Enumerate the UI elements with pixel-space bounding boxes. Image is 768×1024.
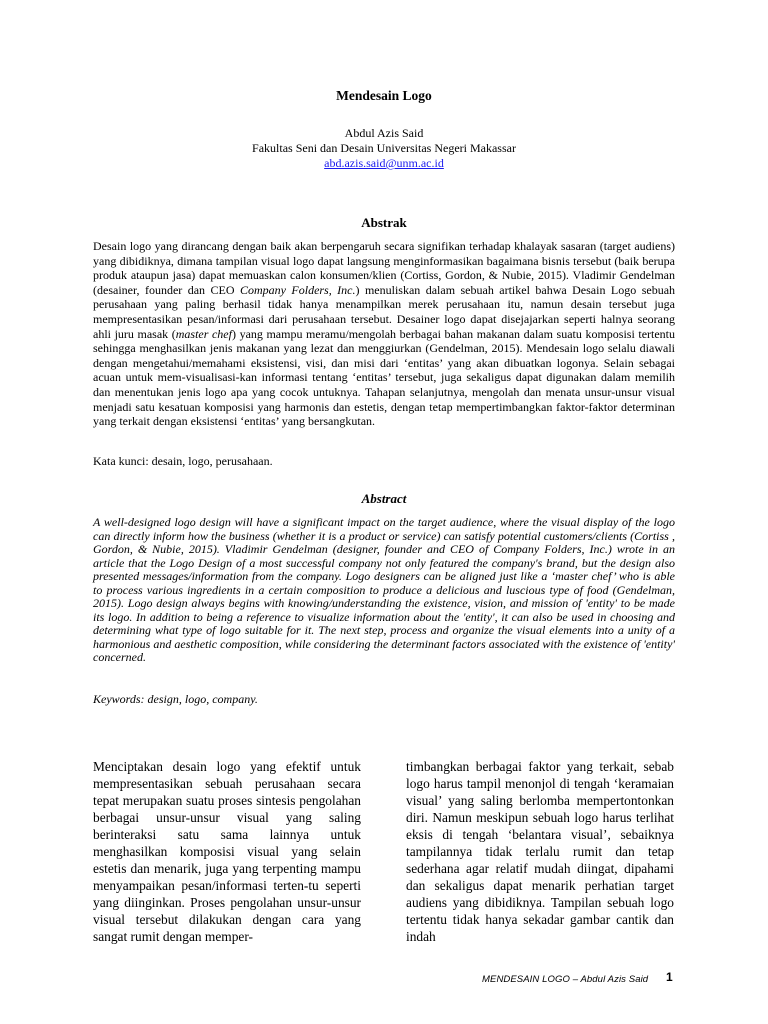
body-column-left: Menciptakan desain logo yang efektif untuk mempresentasikan sebuah perusahaan secara tepat merupakan suatu proses sintesis pengolahan berbagai unsur-unsur visual yang saling berinteraksi satu sama lainnya untuk menghasilkan komposisi visual yang selain estetis dan menarik, juga yang terpenting mampu menyampaikan pesan/informasi terten-tu seperti yang diinginkan. Proses pengolahan unsur-unsur visual tersebut dilakukan dengan cara yang sangat rumit dengan memper- (93, 759, 361, 944)
page-number: 1 (666, 970, 673, 984)
abstrak-italic-text: master chef (175, 326, 232, 341)
author-name: Abdul Azis Said (344, 126, 424, 140)
abstrak-keywords: Kata kunci: desain, logo, perusahaan. (93, 454, 273, 468)
body-column-right: timbangkan berbagai faktor yang terkait, sebab logo harus tampil menonjol di tengah ‘keramaian visual’ yang saling berlomba mempertontonkan diri. Namun meskipun sebuah logo harus terlihat eksis di tengah ‘belantara visual’, sebaiknya tampilannya tidak terlalu rumit dan tetap sederhana agar relatif mudah diingat, dipahami dan sekaligus dapat menarik perhatian target audiens yang dibidiknya. Tampilan sebuah logo tertentu tidak hanya sekadar gambar cantik dan indah (406, 759, 674, 944)
abstrak-text: ) yang mampu meramu/mengolah berbagai bahan makanan dalam suatu komposisi tertentu sehingga menghasilkan jenis makanan yang lezat dan menggiurkan (Gendelman, 2015). Mendesain logo selalu diawali dengan mengetahui/memahami eksistensi, visi, dan misi dari ‘entitas’ yang akan dibuatkan logonya. Selain sebagai acuan untuk mem-visualisasi-kan informasi tentang ‘entitas’ tersebut, juga sekaligus dapat digunakan dalam memilih dan menentukan jenis logo apa yang cocok untuknya. Tahapan selanjutnya, mengolah dan menata unsur-unsur visual menjadi satu kesatuan komposisi yang harmonis dan estetis, dengan tetap mempertimbangkan faktor-faktor determinan yang terkait dengan eksistensi ‘entitas’ yang bersangkutan. (93, 326, 676, 429)
paper-title: Mendesain Logo (336, 88, 432, 103)
running-head: MENDESAIN LOGO – Abdul Azis Said (482, 974, 649, 985)
abstrak-body (93, 239, 675, 429)
author-block (0, 126, 768, 171)
author-email-link[interactable]: abd.azis.said@unm.ac.id (324, 156, 444, 170)
abstrak-text: Desain logo yang dirancang dengan baik akan berpengaruh secara signifikan terhadap khalayak sasaran (target audiens) yang dibidiknya, dimana tampilan visual logo dapat langsung menginformasikan bagaimana bisnis tersebut (baik berupa produk ataupun jasa) dapat memuaskan calon konsumen/klien (Cortiss, Gordon, & Nubie, 2015). (93, 239, 675, 283)
abstrak-italic-text: Company Folders, Inc. (239, 282, 356, 297)
author-affiliation: Fakultas Seni dan Desain Universitas Negeri Makassar (252, 141, 516, 155)
abstract-keywords: Keywords: design, logo, company. (93, 692, 258, 706)
abstrak-text: (desainer, founder dan CEO (93, 282, 240, 297)
abstract-heading: Abstract (361, 491, 407, 506)
abstrak-text: Vladimir Gendelman (572, 268, 676, 283)
abstrak-heading: Abstrak (361, 215, 407, 230)
abstrak-text: ) menuliskan dalam sebuah artikel bahwa Desain Logo sebuah perusahaan yang paling berhasil tidak hanya menampilkan merek perusahaan itu, namun desain tersebut juga mempresentasikan pesan/informasi dari perusahaan tersebut. Desainer logo dapat disejajarkan seperti halnya seorang ahli juru masak ( (93, 282, 676, 341)
abstract-body: A well-designed logo design will have a significant impact on the target audience, where the visual display of the logo can directly inform how the business (whether it is a product or service) can satisfy potential customers/clients (Cortiss , Gordon, & Nubie, 2015). Vladimir Gendelman (designer, founder and CEO of Company Folders, Inc.) wrote in an article that the Logo Design of a most successful company not only featured the company's brand, but the design also presented messages/information from the company. Logo designers can be aligned just like a ‘master chef’ who is able to process various ingredients in a certain composition to produce a delicious and luscious type of food (Gendelman, 2015). Logo design always begins with knowing/understanding the existence, vision, and mission of 'entity' to be made its logo. In addition to being a reference to visualize information about the 'entity', it can also be used in choosing and determining what type of logo suitable for it. The next step, process and organize the visual elements into a unity of a harmonious and aesthetic composition, while considering the determinant factors associated with the existence of 'entity' concerned. (93, 515, 675, 664)
